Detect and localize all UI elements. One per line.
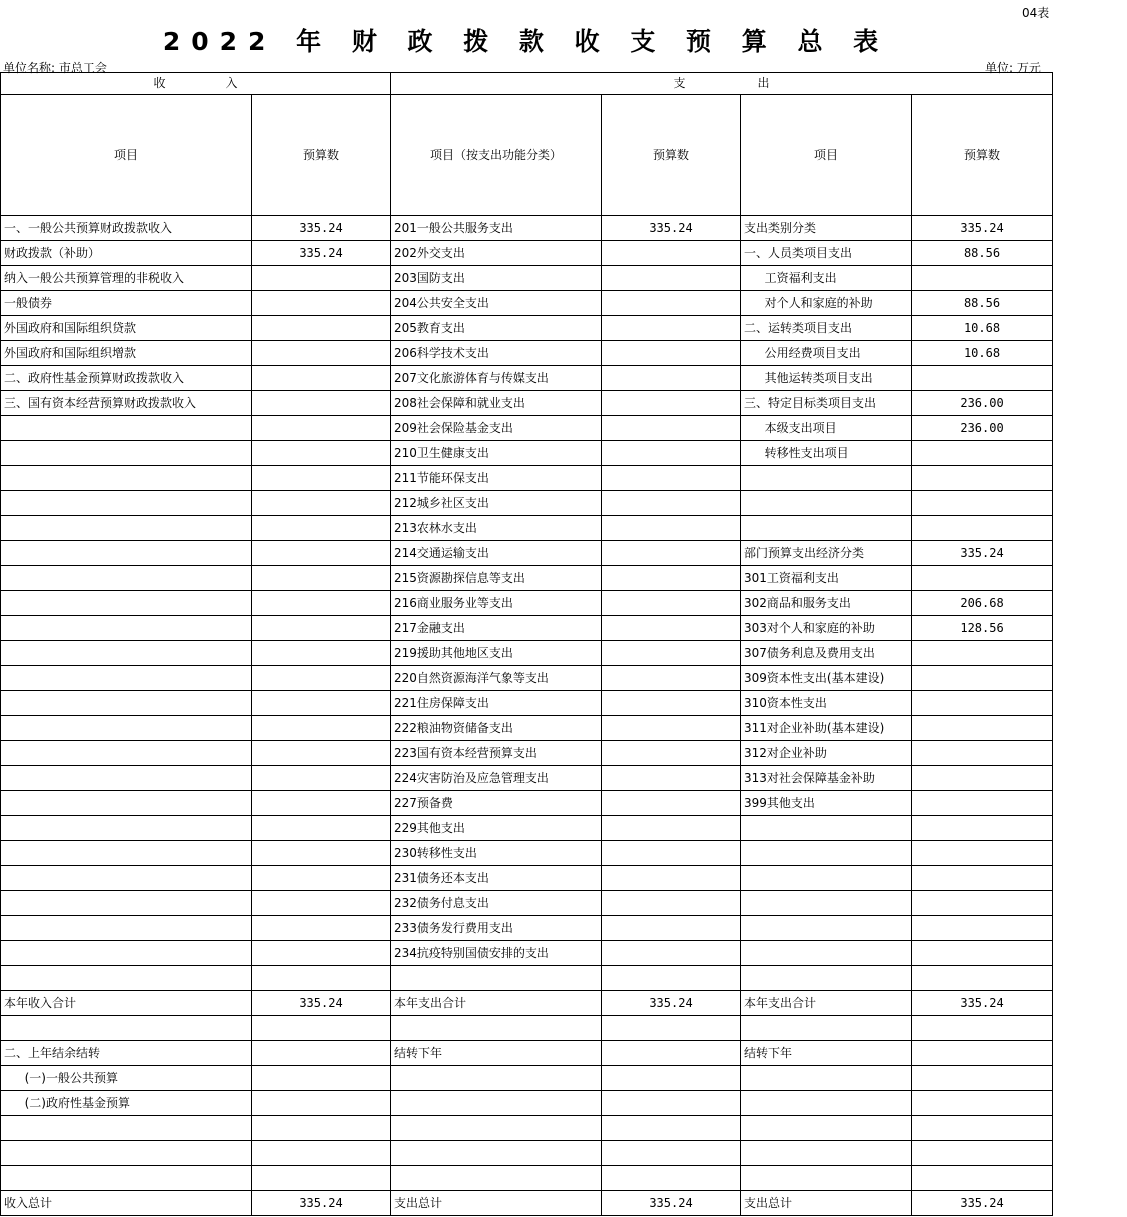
amount-cell: 335.24 — [602, 991, 741, 1016]
table-row — [1, 516, 1053, 541]
item-cell — [741, 816, 912, 841]
amount-cell — [252, 841, 391, 866]
amount-cell — [912, 841, 1053, 866]
item-cell: 其他运转类项目支出 — [741, 366, 912, 391]
amount-cell — [602, 916, 741, 941]
table-row — [1, 741, 1053, 766]
amount-cell — [912, 716, 1053, 741]
amount-cell — [602, 641, 741, 666]
item-cell: 233债务发行费用支出 — [391, 916, 602, 941]
item-cell: 209社会保险基金支出 — [391, 416, 602, 441]
item-cell — [391, 966, 602, 991]
item-cell — [1, 866, 252, 891]
amount-cell — [912, 966, 1053, 991]
item-cell: 207文化旅游体育与传媒支出 — [391, 366, 602, 391]
item-cell — [1, 966, 252, 991]
amount-cell: 206.68 — [912, 591, 1053, 616]
amount-cell — [912, 516, 1053, 541]
item-cell: 支出类别分类 — [741, 216, 912, 241]
item-cell: 三、特定目标类项目支出 — [741, 391, 912, 416]
amount-cell — [912, 866, 1053, 891]
table-row — [1, 841, 1053, 866]
item-cell: 310资本性支出 — [741, 691, 912, 716]
table-row — [1, 1041, 1053, 1066]
amount-cell: 335.24 — [252, 1191, 391, 1216]
amount-cell — [912, 266, 1053, 291]
amount-cell — [252, 766, 391, 791]
item-cell — [741, 941, 912, 966]
amount-cell — [602, 791, 741, 816]
amount-cell — [252, 441, 391, 466]
col-header: 预算数 — [912, 95, 1053, 216]
amount-cell — [252, 1091, 391, 1116]
item-cell — [391, 1166, 602, 1191]
amount-cell — [252, 816, 391, 841]
item-cell — [1, 541, 252, 566]
amount-cell — [912, 766, 1053, 791]
item-cell: 219援助其他地区支出 — [391, 641, 602, 666]
item-cell: 208社会保障和就业支出 — [391, 391, 602, 416]
item-cell: 229其他支出 — [391, 816, 602, 841]
item-cell — [1, 591, 252, 616]
item-cell: 307债务利息及费用支出 — [741, 641, 912, 666]
item-cell — [1, 791, 252, 816]
item-cell: 227预备费 — [391, 791, 602, 816]
table-row — [1, 566, 1053, 591]
amount-cell — [912, 366, 1053, 391]
item-cell — [1, 516, 252, 541]
amount-cell — [602, 666, 741, 691]
amount-cell — [602, 766, 741, 791]
table-row — [1, 341, 1053, 366]
section-income: 收 入 — [1, 73, 391, 95]
item-cell — [1, 841, 252, 866]
amount-cell: 335.24 — [252, 241, 391, 266]
item-cell: 399其他支出 — [741, 791, 912, 816]
table-row — [1, 591, 1053, 616]
item-cell: 301工资福利支出 — [741, 566, 912, 591]
item-cell: 收入总计 — [1, 1191, 252, 1216]
item-cell: 二、上年结余结转 — [1, 1041, 252, 1066]
table-row — [1, 991, 1053, 1016]
amount-cell — [252, 966, 391, 991]
amount-cell — [252, 341, 391, 366]
amount-cell — [602, 841, 741, 866]
item-cell: 312对企业补助 — [741, 741, 912, 766]
amount-cell: 88.56 — [912, 291, 1053, 316]
amount-cell — [912, 1041, 1053, 1066]
amount-cell — [602, 716, 741, 741]
amount-cell — [912, 791, 1053, 816]
item-cell — [741, 966, 912, 991]
amount-cell — [602, 341, 741, 366]
amount-cell — [602, 691, 741, 716]
amount-cell — [252, 491, 391, 516]
item-cell: 本年支出合计 — [391, 991, 602, 1016]
item-cell: 结转下年 — [741, 1041, 912, 1066]
amount-cell: 236.00 — [912, 416, 1053, 441]
table-row — [1, 716, 1053, 741]
table-row — [1, 1016, 1053, 1041]
amount-cell — [912, 741, 1053, 766]
item-cell — [1, 716, 252, 741]
table-row — [1, 816, 1053, 841]
unit-label: 单位: 万元 — [985, 61, 1041, 75]
table-row — [1, 641, 1053, 666]
item-cell — [1, 916, 252, 941]
item-cell: 211节能环保支出 — [391, 466, 602, 491]
item-cell — [1, 566, 252, 591]
table-row — [1, 866, 1053, 891]
amount-cell — [252, 1166, 391, 1191]
amount-cell: 88.56 — [912, 241, 1053, 266]
amount-cell — [252, 666, 391, 691]
table-row — [1, 541, 1053, 566]
table-row — [1, 766, 1053, 791]
table-row — [1, 316, 1053, 341]
table-row — [1, 216, 1053, 241]
amount-cell — [602, 366, 741, 391]
item-cell: 结转下年 — [391, 1041, 602, 1066]
amount-cell — [252, 266, 391, 291]
amount-cell — [602, 1091, 741, 1116]
amount-cell: 335.24 — [912, 991, 1053, 1016]
table-row — [1, 366, 1053, 391]
item-cell — [1, 1016, 252, 1041]
amount-cell: 335.24 — [252, 991, 391, 1016]
amount-cell — [912, 1141, 1053, 1166]
amount-cell — [912, 1116, 1053, 1141]
amount-cell — [602, 441, 741, 466]
amount-cell — [252, 641, 391, 666]
item-cell — [1, 741, 252, 766]
item-cell: 214交通运输支出 — [391, 541, 602, 566]
amount-cell — [602, 391, 741, 416]
amount-cell — [602, 541, 741, 566]
amount-cell — [252, 1116, 391, 1141]
amount-cell — [912, 891, 1053, 916]
item-cell: 支出总计 — [391, 1191, 602, 1216]
table-row — [1, 666, 1053, 691]
table-row — [1, 391, 1053, 416]
item-cell: 220自然资源海洋气象等支出 — [391, 666, 602, 691]
item-cell: 212城乡社区支出 — [391, 491, 602, 516]
item-cell: 232债务付息支出 — [391, 891, 602, 916]
amount-cell — [252, 316, 391, 341]
table-row — [1, 966, 1053, 991]
budget-table — [0, 72, 1053, 1216]
item-cell — [741, 891, 912, 916]
amount-cell — [252, 416, 391, 441]
amount-cell — [252, 591, 391, 616]
item-cell: 213农林水支出 — [391, 516, 602, 541]
item-cell: 313对社会保障基金补助 — [741, 766, 912, 791]
item-cell: 230转移性支出 — [391, 841, 602, 866]
item-cell: 302商品和服务支出 — [741, 591, 912, 616]
amount-cell: 335.24 — [912, 216, 1053, 241]
amount-cell: 236.00 — [912, 391, 1053, 416]
amount-cell — [912, 666, 1053, 691]
col-header: 项目 — [741, 95, 912, 216]
item-cell: 215资源勘探信息等支出 — [391, 566, 602, 591]
amount-cell — [252, 366, 391, 391]
item-cell: 311对企业补助(基本建设) — [741, 716, 912, 741]
item-cell: 203国防支出 — [391, 266, 602, 291]
item-cell: 部门预算支出经济分类 — [741, 541, 912, 566]
amount-cell — [912, 641, 1053, 666]
item-cell — [741, 491, 912, 516]
item-cell: 223国有资本经营预算支出 — [391, 741, 602, 766]
amount-cell — [602, 1166, 741, 1191]
item-cell — [741, 516, 912, 541]
item-cell — [1, 1166, 252, 1191]
amount-cell — [252, 941, 391, 966]
item-cell: 205教育支出 — [391, 316, 602, 341]
item-cell — [741, 916, 912, 941]
item-cell — [1, 441, 252, 466]
item-cell: 224灾害防治及应急管理支出 — [391, 766, 602, 791]
item-cell — [1, 1141, 252, 1166]
table-row — [1, 916, 1053, 941]
amount-cell: 10.68 — [912, 341, 1053, 366]
item-cell — [1, 891, 252, 916]
amount-cell — [252, 291, 391, 316]
item-cell — [741, 866, 912, 891]
item-cell: 234抗疫特别国债安排的支出 — [391, 941, 602, 966]
item-cell: 二、运转类项目支出 — [741, 316, 912, 341]
item-cell: 工资福利支出 — [741, 266, 912, 291]
amount-cell — [602, 816, 741, 841]
item-cell: 本年支出合计 — [741, 991, 912, 1016]
amount-cell — [602, 1066, 741, 1091]
col-header: 预算数 — [252, 95, 391, 216]
table-row — [1, 1141, 1053, 1166]
item-cell: 217金融支出 — [391, 616, 602, 641]
item-cell: 231债务还本支出 — [391, 866, 602, 891]
amount-cell — [602, 466, 741, 491]
item-cell: 公用经费项目支出 — [741, 341, 912, 366]
amount-cell — [252, 616, 391, 641]
amount-cell — [602, 591, 741, 616]
item-cell: 201一般公共服务支出 — [391, 216, 602, 241]
amount-cell — [252, 1041, 391, 1066]
amount-cell — [252, 866, 391, 891]
page-title: 2022 年 财 政 拨 款 收 支 预 算 总 表 — [162, 27, 890, 56]
table-row — [1, 241, 1053, 266]
amount-cell — [602, 491, 741, 516]
col-header: 项目 — [1, 95, 252, 216]
table-row — [1, 1191, 1053, 1216]
amount-cell — [602, 291, 741, 316]
item-cell — [1, 416, 252, 441]
item-cell — [741, 841, 912, 866]
item-cell: 外国政府和国际组织贷款 — [1, 316, 252, 341]
item-cell — [391, 1141, 602, 1166]
item-cell: 纳入一般公共预算管理的非税收入 — [1, 266, 252, 291]
amount-cell — [602, 741, 741, 766]
amount-cell — [252, 466, 391, 491]
table-row — [1, 291, 1053, 316]
table-row — [1, 791, 1053, 816]
amount-cell — [602, 1141, 741, 1166]
item-cell — [1, 491, 252, 516]
item-cell — [741, 1116, 912, 1141]
item-cell — [741, 1091, 912, 1116]
item-cell: 外国政府和国际组织增款 — [1, 341, 252, 366]
amount-cell — [602, 941, 741, 966]
table-row — [1, 616, 1053, 641]
item-cell: 309资本性支出(基本建设) — [741, 666, 912, 691]
amount-cell: 10.68 — [912, 316, 1053, 341]
table-row — [1, 941, 1053, 966]
amount-cell: 128.56 — [912, 616, 1053, 641]
amount-cell — [602, 316, 741, 341]
item-cell — [1, 641, 252, 666]
amount-cell — [912, 566, 1053, 591]
form-code: 04表 — [1022, 6, 1050, 20]
item-cell: 一、一般公共预算财政拨款收入 — [1, 216, 252, 241]
amount-cell — [602, 241, 741, 266]
amount-cell — [252, 516, 391, 541]
section-header-row — [1, 73, 1053, 95]
amount-cell — [252, 716, 391, 741]
amount-cell — [252, 566, 391, 591]
amount-cell — [252, 391, 391, 416]
item-cell — [1, 941, 252, 966]
amount-cell — [252, 691, 391, 716]
item-cell — [741, 1166, 912, 1191]
amount-cell — [602, 1041, 741, 1066]
amount-cell — [602, 891, 741, 916]
item-cell: 210卫生健康支出 — [391, 441, 602, 466]
item-cell: 204公共安全支出 — [391, 291, 602, 316]
item-cell: 216商业服务业等支出 — [391, 591, 602, 616]
amount-cell — [912, 691, 1053, 716]
section-expense: 支 出 — [391, 73, 1053, 95]
table-row — [1, 1116, 1053, 1141]
amount-cell — [602, 266, 741, 291]
amount-cell: 335.24 — [252, 216, 391, 241]
amount-cell — [252, 741, 391, 766]
item-cell — [391, 1091, 602, 1116]
item-cell: (一)一般公共预算 — [1, 1066, 252, 1091]
amount-cell — [912, 916, 1053, 941]
column-header-row — [1, 95, 1053, 216]
item-cell — [741, 1016, 912, 1041]
item-cell: 303对个人和家庭的补助 — [741, 616, 912, 641]
amount-cell — [252, 1066, 391, 1091]
item-cell: 本级支出项目 — [741, 416, 912, 441]
amount-cell: 335.24 — [912, 541, 1053, 566]
item-cell: 三、国有资本经营预算财政拨款收入 — [1, 391, 252, 416]
item-cell: 222粮油物资储备支出 — [391, 716, 602, 741]
table-row — [1, 1166, 1053, 1191]
amount-cell — [252, 541, 391, 566]
col-header: 项目（按支出功能分类） — [391, 95, 602, 216]
unit-name: 单位名称: 市总工会 — [3, 61, 107, 75]
amount-cell — [602, 566, 741, 591]
amount-cell — [912, 1016, 1053, 1041]
item-cell — [391, 1016, 602, 1041]
item-cell: (二)政府性基金预算 — [1, 1091, 252, 1116]
table-row — [1, 466, 1053, 491]
table-row — [1, 491, 1053, 516]
amount-cell — [912, 816, 1053, 841]
table-row — [1, 891, 1053, 916]
table-row — [1, 416, 1053, 441]
amount-cell: 335.24 — [912, 1191, 1053, 1216]
amount-cell — [602, 1116, 741, 1141]
table-row — [1, 1066, 1053, 1091]
item-cell — [1, 666, 252, 691]
table-row — [1, 266, 1053, 291]
amount-cell — [252, 916, 391, 941]
amount-cell — [912, 1166, 1053, 1191]
item-cell — [741, 1141, 912, 1166]
amount-cell — [252, 1016, 391, 1041]
item-cell: 本年收入合计 — [1, 991, 252, 1016]
amount-cell — [602, 966, 741, 991]
item-cell: 财政拨款（补助） — [1, 241, 252, 266]
item-cell: 支出总计 — [741, 1191, 912, 1216]
item-cell — [1, 466, 252, 491]
amount-cell — [912, 1091, 1053, 1116]
amount-cell — [912, 466, 1053, 491]
table-row — [1, 1091, 1053, 1116]
item-cell: 202外交支出 — [391, 241, 602, 266]
amount-cell — [602, 416, 741, 441]
item-cell — [391, 1066, 602, 1091]
amount-cell: 335.24 — [602, 216, 741, 241]
item-cell: 二、政府性基金预算财政拨款收入 — [1, 366, 252, 391]
item-cell: 转移性支出项目 — [741, 441, 912, 466]
amount-cell — [912, 491, 1053, 516]
item-cell — [1, 691, 252, 716]
amount-cell — [912, 941, 1053, 966]
item-cell: 一、人员类项目支出 — [741, 241, 912, 266]
amount-cell — [252, 791, 391, 816]
amount-cell: 335.24 — [602, 1191, 741, 1216]
item-cell — [1, 616, 252, 641]
table-row — [1, 441, 1053, 466]
amount-cell — [602, 866, 741, 891]
item-cell — [1, 816, 252, 841]
item-cell — [1, 766, 252, 791]
item-cell: 对个人和家庭的补助 — [741, 291, 912, 316]
amount-cell — [912, 1066, 1053, 1091]
amount-cell — [252, 891, 391, 916]
amount-cell — [252, 1141, 391, 1166]
table-row — [1, 691, 1053, 716]
amount-cell — [602, 616, 741, 641]
col-header: 预算数 — [602, 95, 741, 216]
amount-cell — [602, 1016, 741, 1041]
item-cell — [741, 466, 912, 491]
item-cell: 206科学技术支出 — [391, 341, 602, 366]
item-cell — [741, 1066, 912, 1091]
item-cell: 221住房保障支出 — [391, 691, 602, 716]
item-cell — [1, 1116, 252, 1141]
amount-cell — [912, 441, 1053, 466]
item-cell: 一般债券 — [1, 291, 252, 316]
amount-cell — [602, 516, 741, 541]
item-cell — [391, 1116, 602, 1141]
